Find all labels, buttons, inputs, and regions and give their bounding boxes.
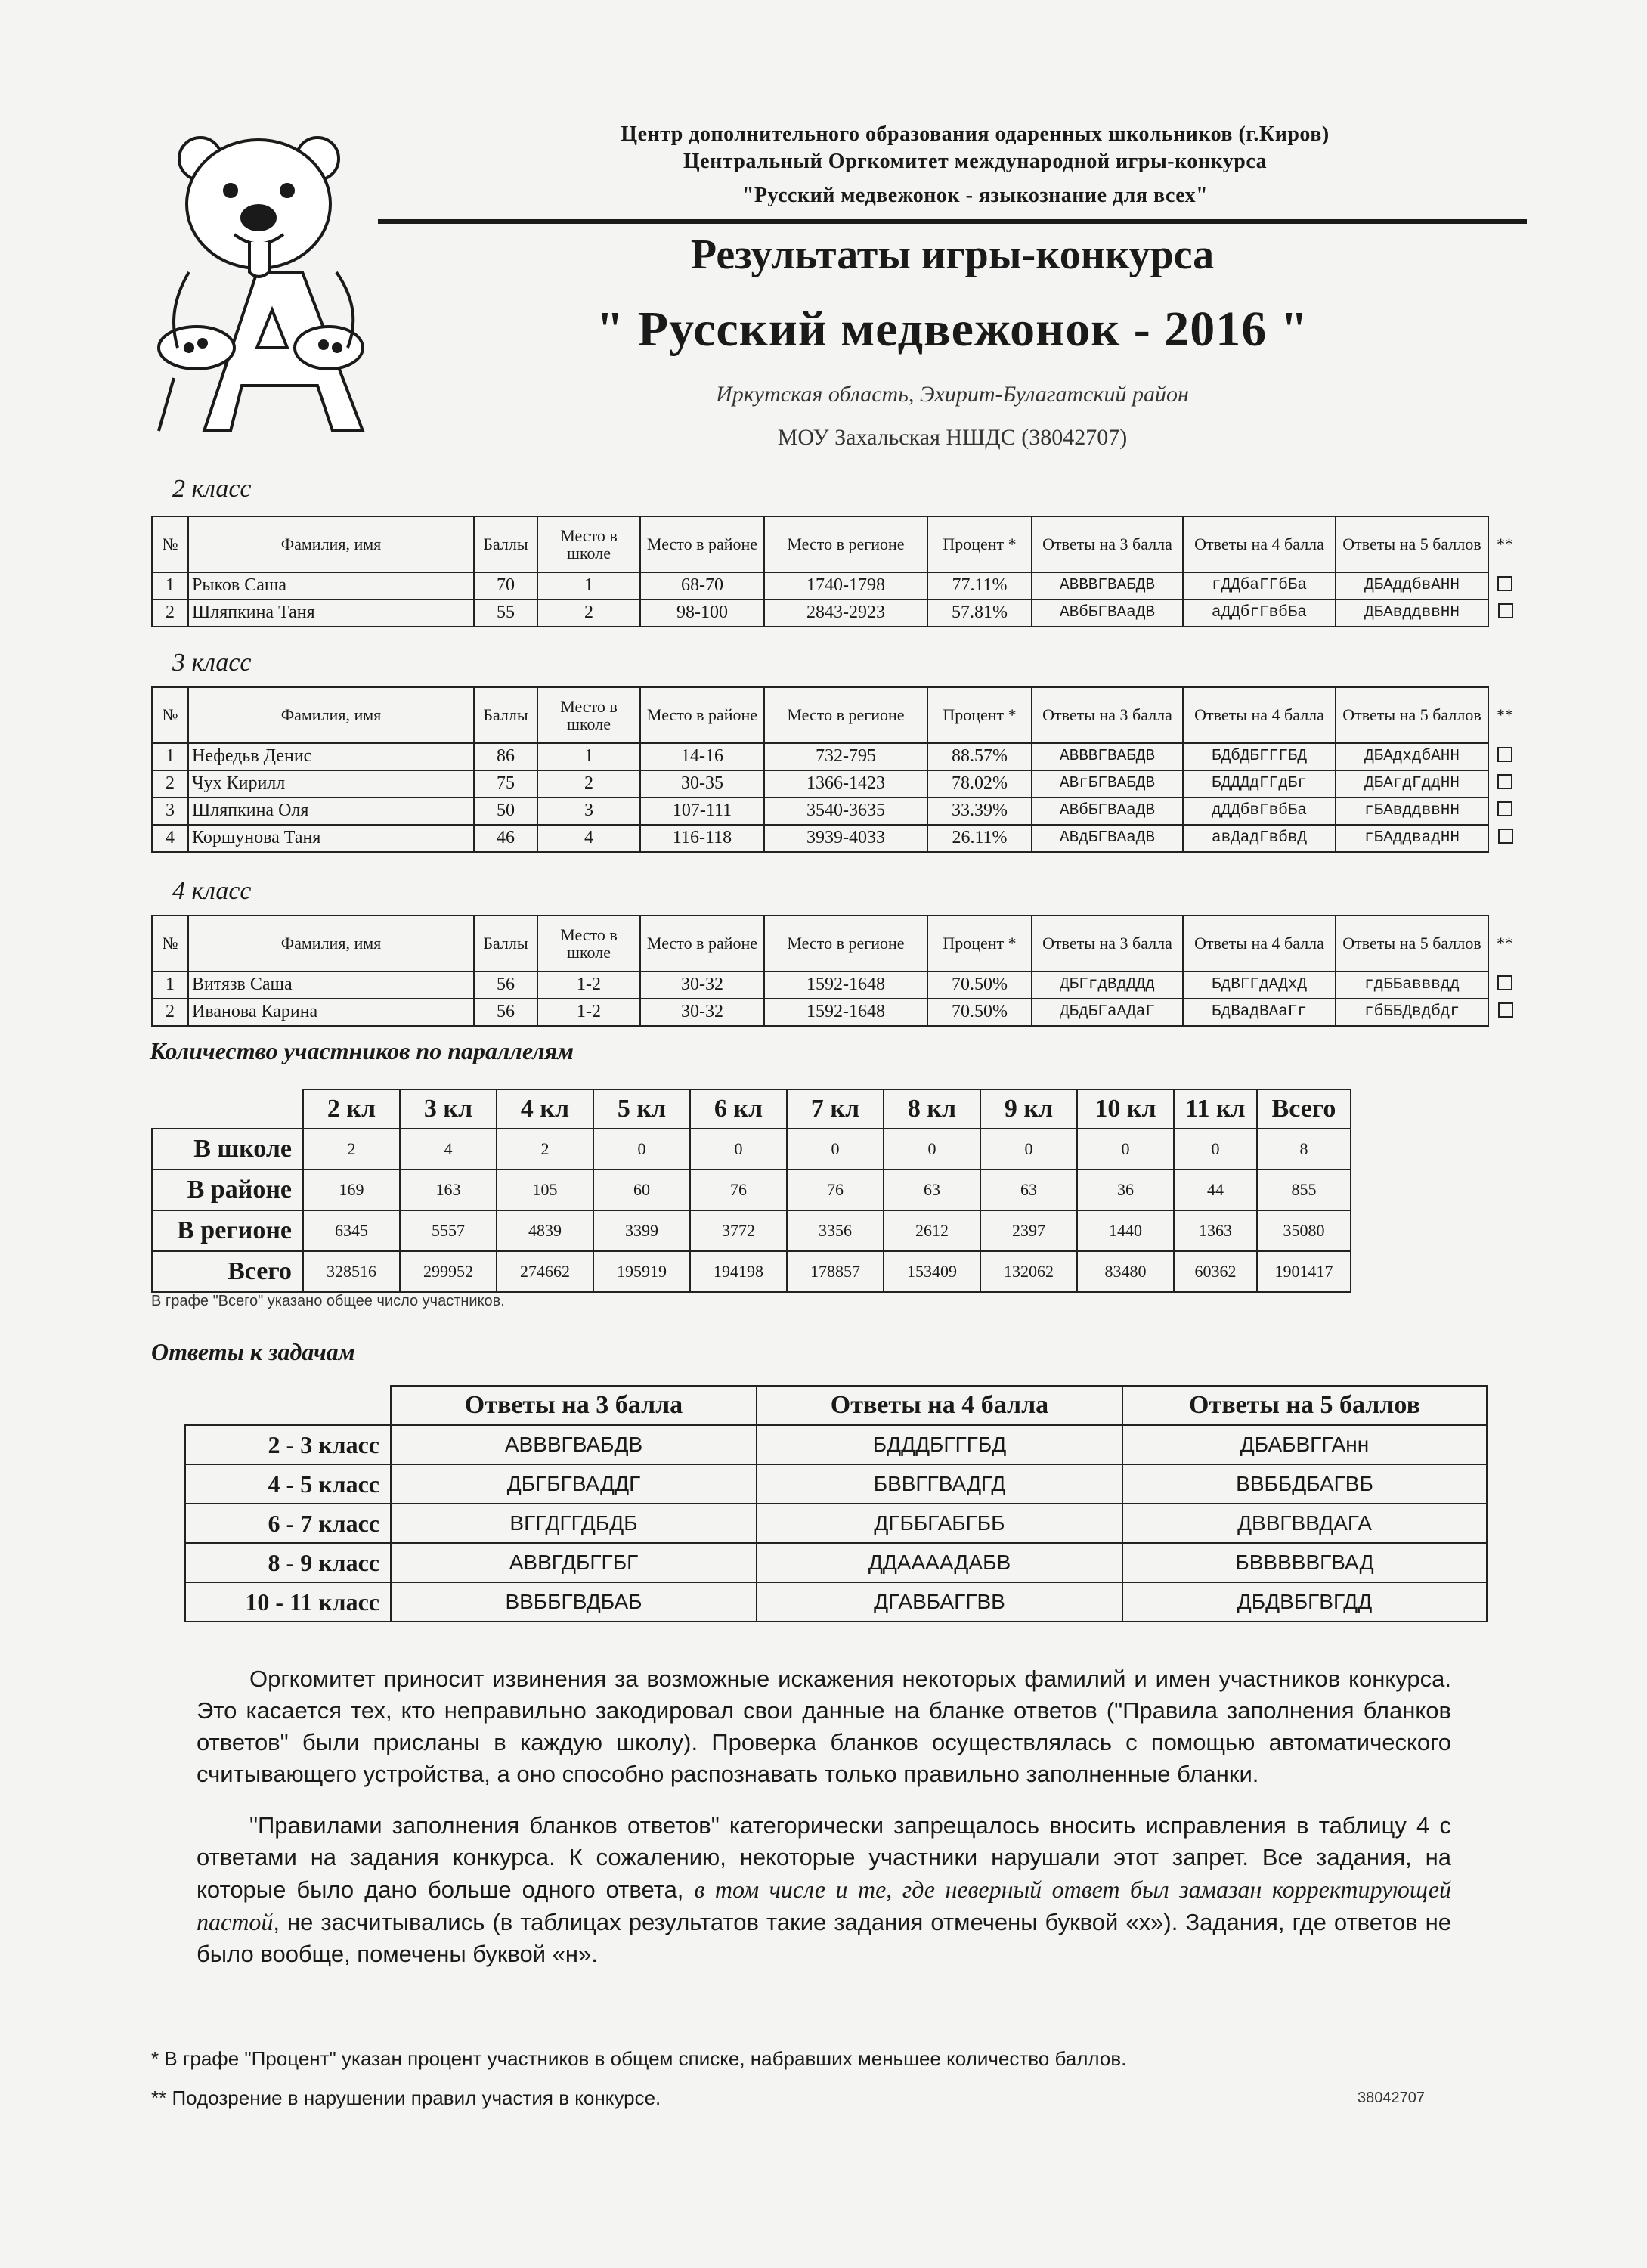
row-header: 10 - 11 класс bbox=[185, 1582, 391, 1622]
cell-district-place: 116-118 bbox=[640, 825, 764, 852]
cell-percent: 77.11% bbox=[927, 572, 1032, 600]
answer-cell: ДВВГВВДАГА bbox=[1122, 1504, 1487, 1543]
col-header: Ответы на 4 балла bbox=[1183, 687, 1336, 743]
count-cell: 2612 bbox=[884, 1210, 980, 1251]
cell-score: 46 bbox=[474, 825, 537, 852]
region-line: Иркутская область, Эхирит-Булагатский район bbox=[716, 382, 1189, 407]
count-cell: 163 bbox=[400, 1170, 497, 1210]
count-cell: 5557 bbox=[400, 1210, 497, 1251]
header-row bbox=[185, 1386, 1487, 1425]
org-line-1: Центр дополнительного образования одаренных школьников (г.Киров) bbox=[621, 122, 1330, 146]
cell-num: 3 bbox=[152, 798, 188, 825]
table-row bbox=[152, 1210, 1351, 1251]
cell-school-place: 1-2 bbox=[537, 971, 640, 999]
count-cell: 195919 bbox=[593, 1251, 690, 1292]
footnote-violation: ** Подозрение в нарушении правил участия в конкурсе. bbox=[151, 2087, 661, 2109]
cell-percent: 57.81% bbox=[927, 600, 1032, 627]
answer-cell: ДБАБВГГАнн bbox=[1122, 1425, 1487, 1464]
cell-score: 86 bbox=[474, 743, 537, 770]
notice-paragraph-2-part-c: , не засчитывались (в таблицах результатов такие задания отмечены буквой «х»). Задания, где ответов не было вообще, помечены буквой «н». bbox=[197, 1909, 1451, 1967]
col-header: Ответы на 5 баллов bbox=[1336, 916, 1488, 971]
cell-name: Витязв Саша bbox=[188, 971, 474, 999]
cell-district-place: 14-16 bbox=[640, 743, 764, 770]
answer-cell: ДГББГАБГББ bbox=[757, 1504, 1122, 1543]
col-header: № bbox=[152, 516, 188, 572]
violation-checkbox[interactable] bbox=[1488, 743, 1522, 770]
results-table-grade-3 bbox=[151, 686, 1522, 853]
cell-answers-5: ДБАвддввНН bbox=[1336, 600, 1488, 627]
cell-answers-3: АВВВГВАБДВ bbox=[1032, 743, 1183, 770]
col-header: ** bbox=[1497, 534, 1513, 554]
count-cell: 76 bbox=[787, 1170, 884, 1210]
count-cell: 8 bbox=[1257, 1129, 1351, 1170]
cell-region-place: 1592-1648 bbox=[764, 999, 927, 1026]
cell-name: Иванова Карина bbox=[188, 999, 474, 1026]
violation-checkbox[interactable] bbox=[1488, 971, 1522, 999]
participants-title: Количество участников по параллелям bbox=[150, 1037, 574, 1064]
notice-paragraph-2 bbox=[197, 1810, 1451, 1970]
cell-answers-3: АВВВГВАБДВ bbox=[1032, 572, 1183, 600]
count-cell: 0 bbox=[593, 1129, 690, 1170]
cell-region-place: 3939-4033 bbox=[764, 825, 927, 852]
col-header: Ответы на 5 баллов bbox=[1336, 516, 1488, 572]
col-header: Фамилия, имя bbox=[188, 516, 474, 572]
row-header: Всего bbox=[152, 1251, 303, 1292]
col-header: Ответы на 3 балла bbox=[1032, 916, 1183, 971]
answers-title: Ответы к задачам bbox=[151, 1338, 355, 1365]
school-line: МОУ Захальская НШДС (38042707) bbox=[777, 425, 1128, 450]
table-row bbox=[185, 1464, 1487, 1504]
col-header: Ответы на 3 балла bbox=[1032, 516, 1183, 572]
table-row bbox=[152, 999, 1522, 1026]
notice-paragraph-1: Оргкомитет приносит извинения за возможные искажения некоторых фамилий и имен участников конкурса. Это касается тех, кто неправильно закодировал свои данные на бланке ответов ("Правила заполнения бланков ответов" были присланы в каждую школу). Проверка бланков осуществлялась с помощью автоматического считывающего устройства, а оно способно распознавать только правильно заполненные бланки. bbox=[197, 1665, 1451, 1787]
cell-num: 2 bbox=[152, 999, 188, 1026]
col-header: Ответы на 4 балла bbox=[1183, 516, 1336, 572]
cell-school-place: 2 bbox=[537, 600, 640, 627]
cell-answers-4: аДДбгГвбБа bbox=[1183, 600, 1336, 627]
cell-score: 56 bbox=[474, 999, 537, 1026]
col-header: Место в школе bbox=[537, 687, 640, 743]
col-header: № bbox=[152, 916, 188, 971]
answer-cell: ВВББГВДБАБ bbox=[391, 1582, 757, 1622]
cell-num: 4 bbox=[152, 825, 188, 852]
count-cell: 35080 bbox=[1257, 1210, 1351, 1251]
cell-answers-4: дДДбвГвбБа bbox=[1183, 798, 1336, 825]
school-code: 38042707 bbox=[1358, 2090, 1425, 2106]
cell-score: 50 bbox=[474, 798, 537, 825]
count-cell: 855 bbox=[1257, 1170, 1351, 1210]
count-cell: 0 bbox=[1077, 1129, 1174, 1170]
violation-checkbox[interactable] bbox=[1488, 572, 1522, 600]
col-header: Фамилия, имя bbox=[188, 687, 474, 743]
col-header: 11 кл bbox=[1174, 1089, 1257, 1129]
col-header: ** bbox=[1497, 934, 1513, 953]
participants-table bbox=[151, 1089, 1351, 1293]
cell-name: Коршунова Таня bbox=[188, 825, 474, 852]
notice-text bbox=[197, 1663, 1451, 1990]
count-cell: 1440 bbox=[1077, 1210, 1174, 1251]
violation-checkbox[interactable] bbox=[1488, 825, 1522, 852]
table-row bbox=[152, 1129, 1351, 1170]
answer-cell: ДДААААДАБВ bbox=[757, 1543, 1122, 1582]
violation-checkbox[interactable] bbox=[1488, 798, 1522, 825]
col-header: ** bbox=[1497, 705, 1513, 725]
count-cell: 63 bbox=[884, 1170, 980, 1210]
count-cell: 299952 bbox=[400, 1251, 497, 1292]
header-row bbox=[152, 516, 1522, 572]
count-cell: 2 bbox=[497, 1129, 593, 1170]
table-row bbox=[152, 600, 1522, 627]
grade-label: 2 класс bbox=[172, 475, 252, 503]
count-cell: 169 bbox=[303, 1170, 400, 1210]
cell-name: Нефедьв Денис bbox=[188, 743, 474, 770]
col-header: 8 кл bbox=[884, 1089, 980, 1129]
grade-label: 4 класс bbox=[172, 877, 252, 905]
count-cell: 2397 bbox=[980, 1210, 1077, 1251]
count-cell: 6345 bbox=[303, 1210, 400, 1251]
col-header: 10 кл bbox=[1077, 1089, 1174, 1129]
count-cell: 194198 bbox=[690, 1251, 787, 1292]
cell-district-place: 30-32 bbox=[640, 999, 764, 1026]
cell-answers-5: гбББДвдбдг bbox=[1336, 999, 1488, 1026]
cell-answers-3: АВбБГВАаДВ bbox=[1032, 600, 1183, 627]
cell-name: Рыков Саша bbox=[188, 572, 474, 600]
bear-logo bbox=[144, 121, 385, 454]
cell-region-place: 1740-1798 bbox=[764, 572, 927, 600]
notice-paragraph-2-part-a: "Правилами заполнения бланков ответов" категорически запрещалось вносить исправления в таблицу 4 с ответами на задания конкурса. К сожалению, некоторые участники нарушали этот запрет. Все задания, на которые было дано больше одного ответа, bbox=[197, 1812, 1451, 1903]
cell-percent: 33.39% bbox=[927, 798, 1032, 825]
cell-name: Шляпкина Таня bbox=[188, 600, 474, 627]
cell-school-place: 2 bbox=[537, 770, 640, 798]
col-header: Место в районе bbox=[640, 916, 764, 971]
col-header: Всего bbox=[1257, 1089, 1351, 1129]
cell-score: 70 bbox=[474, 572, 537, 600]
col-header: 9 кл bbox=[980, 1089, 1077, 1129]
footnote-percent: * В графе "Процент" указан процент участников в общем списке, набравших меньшее количество баллов. bbox=[151, 2047, 1127, 2070]
cell-school-place: 3 bbox=[537, 798, 640, 825]
count-cell: 4 bbox=[400, 1129, 497, 1170]
col-header: Ответы на 5 баллов bbox=[1336, 687, 1488, 743]
cell-score: 75 bbox=[474, 770, 537, 798]
col-header: Баллы bbox=[474, 916, 537, 971]
col-header: 2 кл bbox=[303, 1089, 400, 1129]
col-header: Процент * bbox=[927, 516, 1032, 572]
count-cell: 178857 bbox=[787, 1251, 884, 1292]
cell-answers-4: БДбДБГГГБД bbox=[1183, 743, 1336, 770]
org-line-3: "Русский медвежонок - языкознание для всех" bbox=[741, 184, 1209, 207]
cell-num: 2 bbox=[152, 600, 188, 627]
cell-name: Чух Кирилл bbox=[188, 770, 474, 798]
count-cell: 0 bbox=[1174, 1129, 1257, 1170]
count-cell: 153409 bbox=[884, 1251, 980, 1292]
page-title: Результаты игры-конкурса bbox=[690, 231, 1215, 278]
header-row bbox=[152, 687, 1522, 743]
cell-answers-4: БДДДдГГдБг bbox=[1183, 770, 1336, 798]
table-row bbox=[152, 971, 1522, 999]
count-cell: 3399 bbox=[593, 1210, 690, 1251]
count-cell: 60 bbox=[593, 1170, 690, 1210]
notice-paragraph-2-italic: в том числе и те, где неверный ответ был замазан корректирующей пастой bbox=[197, 1876, 1451, 1935]
cell-school-place: 1 bbox=[537, 572, 640, 600]
cell-name: Шляпкина Оля bbox=[188, 798, 474, 825]
answer-cell: ДБДВБГВГДД bbox=[1122, 1582, 1487, 1622]
row-header: 8 - 9 класс bbox=[185, 1543, 391, 1582]
col-header: № bbox=[152, 687, 188, 743]
contest-title: " Русский медвежонок - 2016 " bbox=[596, 302, 1309, 357]
col-header: Место в регионе bbox=[764, 687, 927, 743]
col-header: Место в районе bbox=[640, 687, 764, 743]
count-cell: 44 bbox=[1174, 1170, 1257, 1210]
col-header: Процент * bbox=[927, 916, 1032, 971]
answer-cell: ДБГБГВАДДГ bbox=[391, 1464, 757, 1504]
col-header: Баллы bbox=[474, 687, 537, 743]
cell-region-place: 2843-2923 bbox=[764, 600, 927, 627]
cell-num: 2 bbox=[152, 770, 188, 798]
cell-score: 56 bbox=[474, 971, 537, 999]
count-cell: 3356 bbox=[787, 1210, 884, 1251]
count-cell: 63 bbox=[980, 1170, 1077, 1210]
col-header: 7 кл bbox=[787, 1089, 884, 1129]
count-cell: 274662 bbox=[497, 1251, 593, 1292]
grade-label: 3 класс bbox=[172, 649, 252, 677]
col-header: Процент * bbox=[927, 687, 1032, 743]
cell-district-place: 68-70 bbox=[640, 572, 764, 600]
answer-cell: АВВВГВАБДВ bbox=[391, 1425, 757, 1464]
table-row bbox=[185, 1425, 1487, 1464]
count-cell: 0 bbox=[884, 1129, 980, 1170]
table-row bbox=[152, 798, 1522, 825]
cell-answers-4: авДадГвбвД bbox=[1183, 825, 1336, 852]
corner-cell bbox=[152, 1089, 303, 1129]
cell-school-place: 1-2 bbox=[537, 999, 640, 1026]
count-cell: 105 bbox=[497, 1170, 593, 1210]
cell-answers-4: БдВадВАаГг bbox=[1183, 999, 1336, 1026]
cell-district-place: 98-100 bbox=[640, 600, 764, 627]
cell-district-place: 30-35 bbox=[640, 770, 764, 798]
results-table-grade-4 bbox=[151, 915, 1522, 1027]
cell-percent: 88.57% bbox=[927, 743, 1032, 770]
header-row bbox=[152, 916, 1522, 971]
table-row bbox=[185, 1543, 1487, 1582]
cell-answers-3: АВбБГВАаДВ bbox=[1032, 798, 1183, 825]
cell-district-place: 107-111 bbox=[640, 798, 764, 825]
answers-table bbox=[184, 1385, 1488, 1622]
count-cell: 0 bbox=[980, 1129, 1077, 1170]
col-header: Ответы на 5 баллов bbox=[1122, 1386, 1487, 1425]
cell-score: 55 bbox=[474, 600, 537, 627]
cell-num: 1 bbox=[152, 971, 188, 999]
table-row bbox=[185, 1504, 1487, 1543]
cell-percent: 70.50% bbox=[927, 971, 1032, 999]
answer-cell: ВВББДБАГВБ bbox=[1122, 1464, 1487, 1504]
col-header: 4 кл bbox=[497, 1089, 593, 1129]
count-cell: 1363 bbox=[1174, 1210, 1257, 1251]
table-row bbox=[152, 770, 1522, 798]
cell-percent: 70.50% bbox=[927, 999, 1032, 1026]
violation-checkbox[interactable] bbox=[1488, 999, 1522, 1026]
cell-region-place: 1592-1648 bbox=[764, 971, 927, 999]
table-row bbox=[152, 1251, 1351, 1292]
cell-answers-3: АВгБГВАБДВ bbox=[1032, 770, 1183, 798]
cell-answers-5: ДБАгдГддНН bbox=[1336, 770, 1488, 798]
count-cell: 4839 bbox=[497, 1210, 593, 1251]
count-cell: 0 bbox=[787, 1129, 884, 1170]
table-row bbox=[185, 1582, 1487, 1622]
count-cell: 2 bbox=[303, 1129, 400, 1170]
count-cell: 3772 bbox=[690, 1210, 787, 1251]
cell-answers-4: БдВГГдАДхД bbox=[1183, 971, 1336, 999]
cell-num: 1 bbox=[152, 743, 188, 770]
cell-answers-3: АВдБГВАаДВ bbox=[1032, 825, 1183, 852]
col-header: Баллы bbox=[474, 516, 537, 572]
row-header: 6 - 7 класс bbox=[185, 1504, 391, 1543]
answer-cell: ВГГДГГДБДБ bbox=[391, 1504, 757, 1543]
header-rule bbox=[378, 219, 1527, 224]
cell-region-place: 732-795 bbox=[764, 743, 927, 770]
cell-answers-5: ДБАдхдбАНН bbox=[1336, 743, 1488, 770]
col-header: 5 кл bbox=[593, 1089, 690, 1129]
count-cell: 83480 bbox=[1077, 1251, 1174, 1292]
answer-cell: БДДДБГГГБД bbox=[757, 1425, 1122, 1464]
answer-cell: ДГАВБАГГВВ bbox=[757, 1582, 1122, 1622]
answer-cell: АВВГДБГГБГ bbox=[391, 1543, 757, 1582]
cell-answers-5: гБАвддввНН bbox=[1336, 798, 1488, 825]
row-header: В районе bbox=[152, 1170, 303, 1210]
col-header: Место в регионе bbox=[764, 516, 927, 572]
count-cell: 1901417 bbox=[1257, 1251, 1351, 1292]
cell-school-place: 1 bbox=[537, 743, 640, 770]
cell-region-place: 1366-1423 bbox=[764, 770, 927, 798]
col-header: Место в школе bbox=[537, 916, 640, 971]
count-cell: 132062 bbox=[980, 1251, 1077, 1292]
participants-note: В графе "Всего" указано общее число участников. bbox=[151, 1293, 505, 1309]
col-header: 6 кл bbox=[690, 1089, 787, 1129]
org-line-2: Центральный Оргкомитет международной игры-конкурса bbox=[683, 150, 1268, 173]
col-header: Ответы на 4 балла bbox=[757, 1386, 1122, 1425]
violation-checkbox[interactable] bbox=[1488, 770, 1522, 798]
cell-school-place: 4 bbox=[537, 825, 640, 852]
col-header: 3 кл bbox=[400, 1089, 497, 1129]
cell-district-place: 30-32 bbox=[640, 971, 764, 999]
cell-answers-5: гдББавввдд bbox=[1336, 971, 1488, 999]
table-row bbox=[152, 743, 1522, 770]
cell-answers-5: ДБАддбвАНН bbox=[1336, 572, 1488, 600]
row-header: В школе bbox=[152, 1129, 303, 1170]
row-header: 2 - 3 класс bbox=[185, 1425, 391, 1464]
results-table-grade-2 bbox=[151, 516, 1522, 627]
count-cell: 0 bbox=[690, 1129, 787, 1170]
answer-cell: БВВГГВАДГД bbox=[757, 1464, 1122, 1504]
col-header: Место в регионе bbox=[764, 916, 927, 971]
table-row bbox=[152, 572, 1522, 600]
cell-answers-3: ДБГгдВдДДд bbox=[1032, 971, 1183, 999]
header-row bbox=[152, 1089, 1351, 1129]
cell-percent: 78.02% bbox=[927, 770, 1032, 798]
cell-region-place: 3540-3635 bbox=[764, 798, 927, 825]
table-row bbox=[152, 1170, 1351, 1210]
cell-percent: 26.11% bbox=[927, 825, 1032, 852]
cell-num: 1 bbox=[152, 572, 188, 600]
col-header: Ответы на 4 балла bbox=[1183, 916, 1336, 971]
col-header: Ответы на 3 балла bbox=[391, 1386, 757, 1425]
violation-checkbox[interactable] bbox=[1488, 600, 1522, 627]
cell-answers-4: гДДбаГГбБа bbox=[1183, 572, 1336, 600]
corner-cell bbox=[185, 1386, 391, 1425]
row-header: В регионе bbox=[152, 1210, 303, 1251]
cell-answers-3: ДБдБГаАДаГ bbox=[1032, 999, 1183, 1026]
col-header: Место в школе bbox=[537, 516, 640, 572]
answer-cell: БВВВВВГВАД bbox=[1122, 1543, 1487, 1582]
count-cell: 36 bbox=[1077, 1170, 1174, 1210]
table-row bbox=[152, 825, 1522, 852]
cell-answers-5: гБАддвадНН bbox=[1336, 825, 1488, 852]
count-cell: 60362 bbox=[1174, 1251, 1257, 1292]
count-cell: 328516 bbox=[303, 1251, 400, 1292]
count-cell: 76 bbox=[690, 1170, 787, 1210]
col-header: Место в районе bbox=[640, 516, 764, 572]
row-header: 4 - 5 класс bbox=[185, 1464, 391, 1504]
col-header: Фамилия, имя bbox=[188, 916, 474, 971]
col-header: Ответы на 3 балла bbox=[1032, 687, 1183, 743]
